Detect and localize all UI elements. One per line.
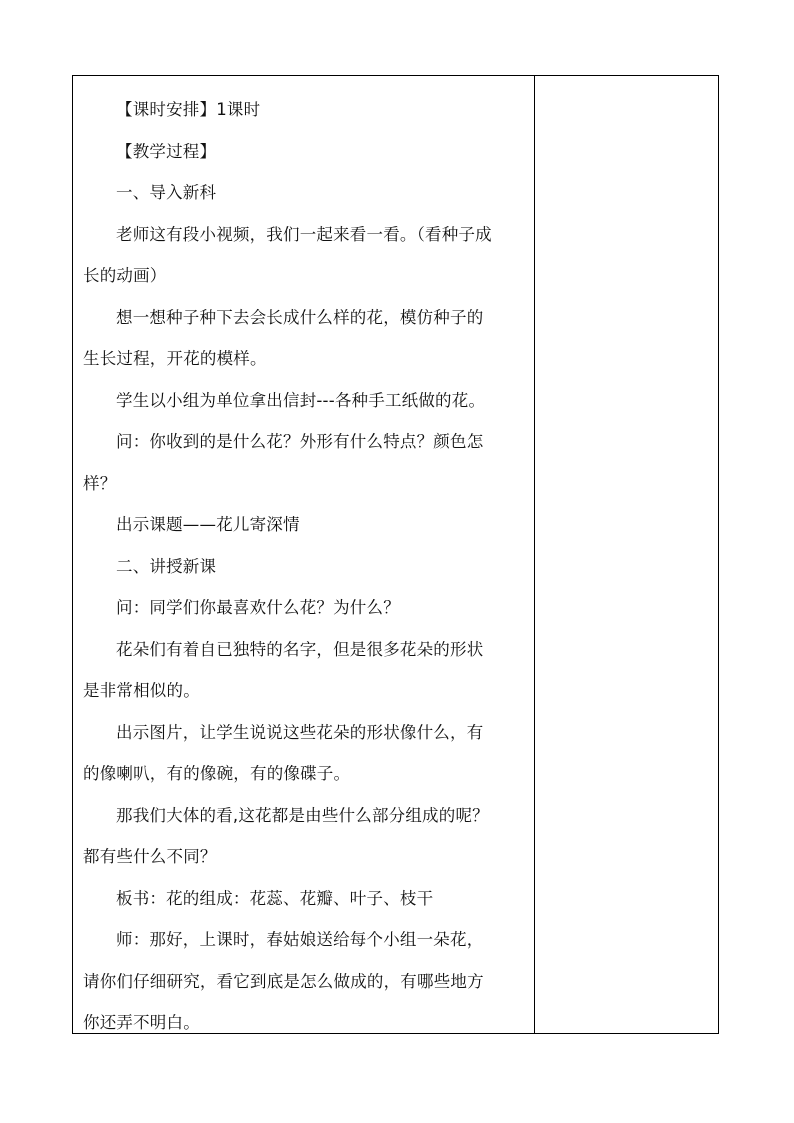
- paragraph-line: 二、讲授新课: [116, 556, 217, 576]
- notes-cell: [535, 76, 718, 1033]
- lesson-paragraph: [83, 629, 526, 712]
- paragraph-line: 生长过程，开花的模样。: [83, 349, 267, 368]
- lesson-paragraph: [83, 878, 526, 920]
- paragraph-line: 花朵们有着自已独特的名字，但是很多花朵的形状: [116, 639, 484, 659]
- paragraph-line: 想一想种子种下去会长成什么样的花，模仿种子的: [116, 307, 484, 327]
- paragraph-line: 是非常相似的。: [83, 681, 200, 700]
- lesson-paragraph: [83, 919, 526, 1044]
- paragraph-line: 问：你收到的是什么花？外形有什么特点？颜色怎: [116, 432, 484, 451]
- lesson-paragraph: [83, 504, 526, 546]
- paragraph-line: 的像喇叭，有的像碗，有的像碟子。: [83, 764, 351, 783]
- paragraph-line: 出示课题——花儿寄深情: [116, 515, 300, 534]
- paragraph-line: 板书：花的组成：花蕊、花瓣、叶子、枝干: [116, 888, 434, 908]
- lesson-paragraph: [83, 546, 526, 588]
- paragraph-line: 出示图片，让学生说说这些花朵的形状像什么，有: [116, 722, 484, 742]
- paragraph-line: 问：同学们你最喜欢什么花？为什么？: [116, 598, 400, 617]
- paragraph-line: 你还弄不明白。: [83, 1013, 200, 1032]
- paragraph-line: 老师这有段小视频，我们一起来看一看。（看种子成: [116, 224, 492, 244]
- lesson-paragraph: [83, 172, 526, 214]
- lesson-paragraph: [83, 421, 526, 504]
- lesson-paragraph: [83, 131, 526, 173]
- paragraph-line: 师：那好，上课时，春姑娘送给每个小组一朵花，: [116, 930, 484, 949]
- lesson-paragraph: [83, 297, 526, 380]
- paragraph-line: 请你们仔细研究，看它到底是怎么做成的，有哪些地方: [83, 971, 484, 991]
- paragraph-line: 【课时安排】1课时: [116, 100, 261, 119]
- lesson-paragraph: [83, 587, 526, 629]
- paragraph-line: 长的动画）: [83, 266, 167, 285]
- lesson-paragraph: [83, 89, 526, 131]
- paragraph-line: 都有些什么不同？: [83, 847, 217, 866]
- lesson-paragraph: [83, 380, 526, 422]
- lesson-content-cell: [73, 76, 535, 1033]
- lesson-paragraph: [83, 214, 526, 297]
- lesson-table: [72, 75, 719, 1034]
- paragraph-line: 一、导入新科: [116, 183, 217, 202]
- paragraph-line: 【教学过程】: [116, 141, 217, 161]
- lesson-paragraph: [83, 795, 526, 878]
- paragraph-line: 那我们大体的看,这花都是由些什么部分组成的呢？: [116, 805, 489, 825]
- paragraph-line: 样？: [83, 473, 117, 493]
- lesson-paragraph: [83, 712, 526, 795]
- paragraph-line: 学生以小组为单位拿出信封---各种手工纸做的花。: [116, 390, 486, 410]
